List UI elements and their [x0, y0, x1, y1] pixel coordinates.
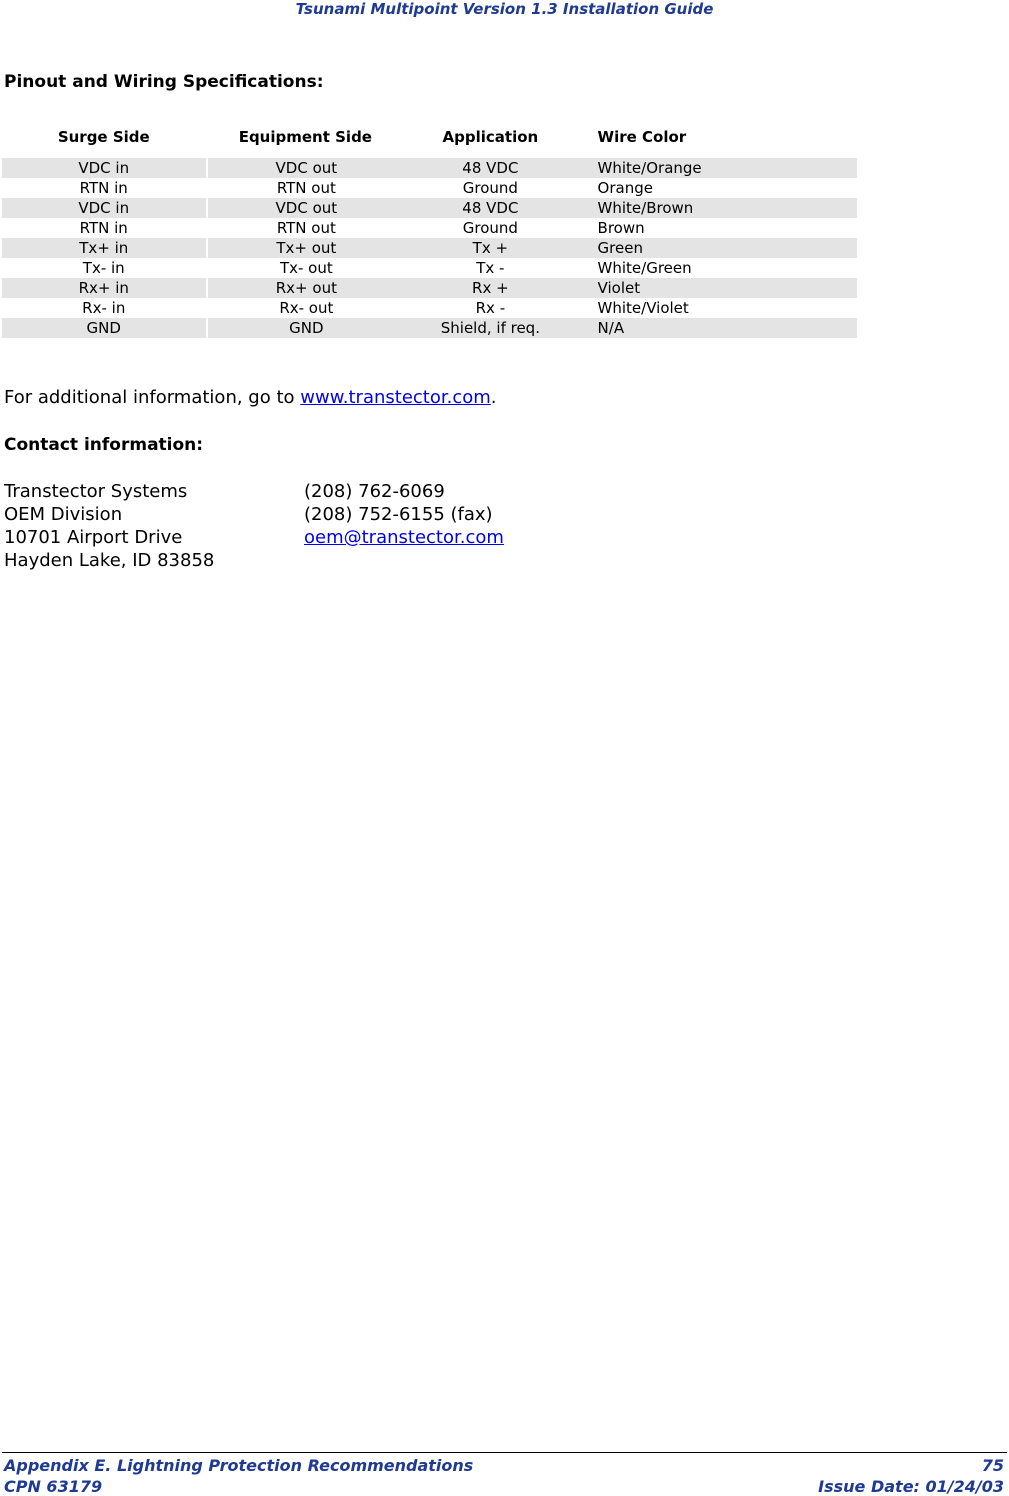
cell-equipment-side: VDC out — [206, 198, 406, 218]
document-header-title: Tsunami Multipoint Version 1.3 Installation Guide — [295, 0, 714, 18]
cell-wire-color: Violet — [576, 278, 857, 298]
cell-surge-side: GND — [2, 318, 206, 338]
contact-line — [4, 503, 504, 526]
contact-phone: (208) 762-6069 — [304, 481, 445, 502]
contact-company: Transtector Systems — [4, 481, 188, 502]
transtector-website-link[interactable]: www.transtector.com — [300, 387, 491, 408]
table-row — [2, 178, 857, 198]
cell-surge-side: Tx+ in — [2, 238, 206, 258]
cell-wire-color: Green — [576, 238, 857, 258]
cell-surge-side: Rx+ in — [2, 278, 206, 298]
cell-wire-color: White/Orange — [576, 158, 857, 178]
table-row — [2, 318, 857, 338]
cell-application: Tx - — [476, 259, 505, 277]
column-header-wire-color: Wire Color — [597, 128, 687, 146]
footer-bottom-line — [4, 1477, 1004, 1496]
cell-equipment-side: Tx- out — [206, 258, 406, 278]
cell-equipment-side: VDC out — [206, 158, 406, 178]
footer-page-number: 75 — [981, 1456, 1004, 1475]
table-row — [2, 298, 857, 318]
pinout-section-title: Pinout and Wiring Specifications: — [4, 72, 324, 92]
table-row — [2, 278, 857, 298]
cell-wire-color: White/Brown — [576, 198, 857, 218]
contact-line — [4, 526, 504, 549]
footer-divider — [2, 1452, 1007, 1453]
cell-surge-side: RTN in — [79, 219, 128, 237]
cell-equipment-side: Tx+ out — [206, 238, 406, 258]
cell-application: 48 VDC — [405, 158, 575, 178]
cell-equipment-side: Rx+ out — [206, 278, 406, 298]
table-row — [2, 158, 857, 178]
cell-application: Shield, if req. — [405, 318, 575, 338]
cell-equipment-side: GND — [206, 318, 406, 338]
cell-application: 48 VDC — [405, 198, 575, 218]
cell-surge-side: RTN in — [79, 179, 128, 197]
cell-application: Rx - — [475, 299, 506, 317]
footer-section-title: Appendix E. Lightning Protection Recommendations — [4, 1456, 474, 1475]
cell-wire-color: White/Violet — [597, 299, 689, 317]
table-row — [2, 238, 857, 258]
cell-equipment-side: Rx- out — [206, 298, 406, 318]
additional-info-period: . — [490, 387, 497, 408]
table-row — [2, 198, 857, 218]
contact-division: OEM Division — [4, 504, 123, 525]
cell-application: Ground — [462, 219, 518, 237]
contact-block — [4, 480, 504, 572]
column-header-equipment-side: Equipment Side — [238, 128, 372, 146]
footer-issue-date: Issue Date: 01/24/03 — [818, 1477, 1004, 1496]
table-row — [2, 258, 857, 278]
cell-wire-color: White/Green — [597, 259, 692, 277]
contact-street: 10701 Airport Drive — [4, 527, 183, 548]
additional-info-paragraph — [4, 387, 497, 408]
cell-surge-side: Tx- in — [82, 259, 125, 277]
cell-equipment-side: RTN out — [206, 178, 406, 198]
cell-surge-side: Rx- in — [82, 299, 126, 317]
cell-application: Rx + — [405, 278, 575, 298]
pinout-table — [2, 124, 857, 338]
contact-fax: (208) 752-6155 (fax) — [304, 504, 493, 525]
contact-line — [4, 480, 504, 503]
cell-equipment-side: RTN out — [206, 218, 406, 238]
contact-line — [4, 549, 504, 572]
table-row — [2, 218, 857, 238]
cell-wire-color: N/A — [576, 318, 857, 338]
footer-top-line — [4, 1456, 1004, 1475]
cell-application: Tx + — [405, 238, 575, 258]
contact-section-title: Contact information: — [4, 435, 204, 455]
column-header-surge-side: Surge Side — [57, 128, 150, 146]
column-header-application: Application — [442, 128, 539, 146]
contact-email-link[interactable]: oem@transtector.com — [304, 527, 504, 548]
cell-surge-side: VDC in — [2, 158, 206, 178]
cell-wire-color: Brown — [597, 219, 645, 237]
footer-cpn: CPN 63179 — [4, 1477, 103, 1496]
table-header-row — [2, 124, 857, 158]
cell-wire-color: Orange — [597, 179, 653, 197]
additional-info-text: For additional information, go to — [4, 387, 301, 408]
cell-surge-side: VDC in — [2, 198, 206, 218]
cell-application: Ground — [462, 179, 518, 197]
contact-city: Hayden Lake, ID 83858 — [4, 550, 215, 571]
